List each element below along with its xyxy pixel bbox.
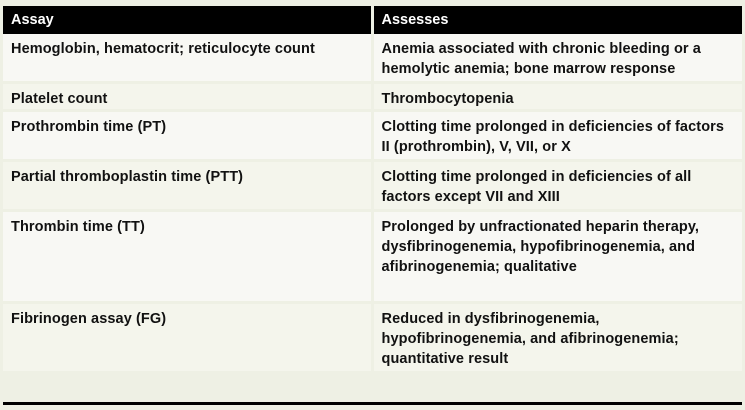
assesses-cell: Prolonged by unfractionated heparin therapy, dysfibrinogenemia, hypofibrinogenemia, and afibrinogenemia; qualitative — [372, 211, 742, 303]
table-header-row — [3, 6, 742, 34]
table-row — [3, 111, 742, 161]
table-row — [3, 161, 742, 211]
assesses-cell: Clotting time prolonged in deficiencies of factors II (prothrombin), V, VII, or X — [372, 111, 742, 161]
table-row — [3, 211, 742, 303]
assay-cell: Fibrinogen assay (FG) — [3, 303, 372, 373]
header-assesses: Assesses — [372, 6, 742, 34]
assay-cell: Thrombin time (TT) — [3, 211, 372, 303]
table-row — [3, 34, 742, 83]
assay-cell: Platelet count — [3, 83, 372, 111]
assay-cell: Hemoglobin, hematocrit; reticulocyte count — [3, 34, 372, 83]
assay-cell: Prothrombin time (PT) — [3, 111, 372, 161]
table-row — [3, 303, 742, 373]
header-assay: Assay — [3, 6, 372, 34]
table-row — [3, 83, 742, 111]
assesses-cell: Clotting time prolonged in deficiencies of all factors except VII and XIII — [372, 161, 742, 211]
assay-cell: Partial thromboplastin time (PTT) — [3, 161, 372, 211]
assesses-cell: Anemia associated with chronic bleeding or a hemolytic anemia; bone marrow response — [372, 34, 742, 83]
assesses-cell: Thrombocytopenia — [372, 83, 742, 111]
table-bottom-rule — [3, 402, 742, 405]
assesses-cell: Reduced in dysfibrinogenemia, hypofibrinogenemia, and afibrinogenemia; quantitative result — [372, 303, 742, 373]
assay-table — [3, 6, 742, 374]
